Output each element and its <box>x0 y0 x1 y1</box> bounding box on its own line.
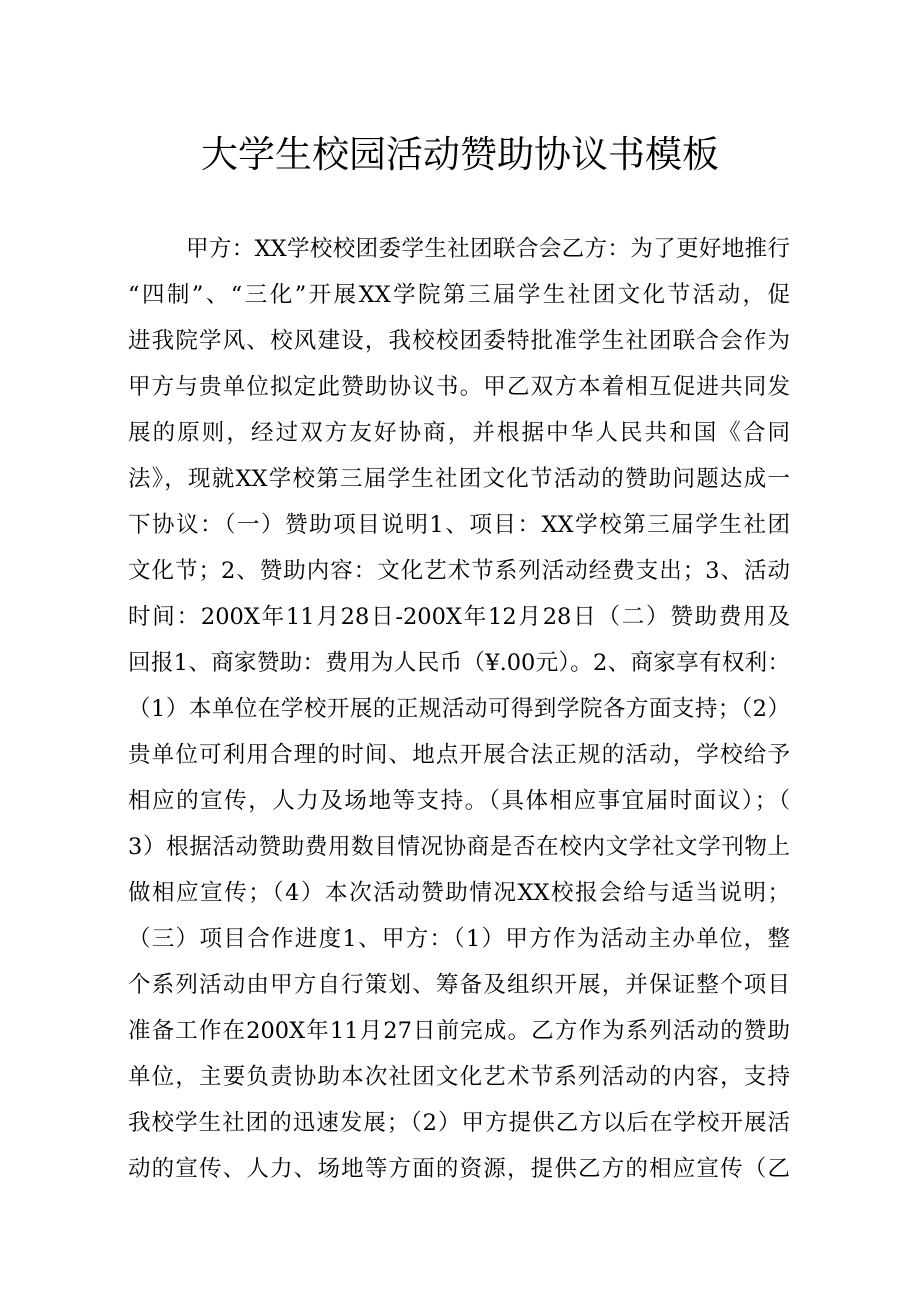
body-line: 下协议：（一）赞助项目说明1、项目：XX学校第三届学生社团 <box>128 512 790 538</box>
body-line: 进我院学风、校风建设，我校校团委特批准学生社团联合会作为 <box>128 328 790 354</box>
body-line: 展的原则，经过双方友好协商，并根据中华人民共和国《合同 <box>128 420 790 446</box>
body-line: 相应的宣传，人力及场地等支持。（具体相应事宜届时面议）；（ <box>128 788 790 814</box>
body-line: 时间：200X年11月28日-200X年12月28日（二）赞助费用及 <box>128 604 790 630</box>
document-body <box>128 226 798 1192</box>
body-line: “四制”、“三化”开展XX学院第三届学生社团文化节活动，促 <box>128 282 790 308</box>
body-line: 个系列活动由甲方自行策划、筹备及组织开展，并保证整个项目 <box>128 972 790 998</box>
body-line: 单位，主要负责协助本次社团文化艺术节系列活动的内容，支持 <box>128 1064 790 1090</box>
body-line: （三）项目合作进度1、甲方：（1）甲方作为活动主办单位，整 <box>128 926 790 952</box>
body-line: 我校学生社团的迅速发展；（2）甲方提供乙方以后在学校开展活 <box>128 1110 790 1136</box>
body-line: 法》，现就XX学校第三届学生社团文化节活动的赞助问题达成一 <box>128 466 790 492</box>
body-line: 回报1、商家赞助：费用为人民币（¥.00元）。2、商家享有权利： <box>128 650 790 676</box>
body-line: 甲方：XX学校校团委学生社团联合会乙方：为了更好地推行 <box>186 236 790 262</box>
body-line: 文化节；2、赞助内容：文化艺术节系列活动经费支出；3、活动 <box>128 558 790 584</box>
body-line: 甲方与贵单位拟定此赞助协议书。甲乙双方本着相互促进共同发 <box>128 374 790 400</box>
body-line: 3）根据活动赞助费用数目情况协商是否在校内文学社文学刊物上 <box>128 834 790 860</box>
body-line: 准备工作在200X年11月27日前完成。乙方作为系列活动的赞助 <box>128 1018 790 1044</box>
document-title: 大学生校园活动赞助协议书模板 <box>201 133 719 176</box>
body-line: 贵单位可利用合理的时间、地点开展合法正规的活动，学校给予 <box>128 742 790 768</box>
body-line: 做相应宣传；（4）本次活动赞助情况XX校报会给与适当说明； <box>128 880 790 906</box>
body-line: 动的宣传、人力、场地等方面的资源，提供乙方的相应宣传（乙 <box>128 1156 790 1182</box>
body-line: （1）本单位在学校开展的正规活动可得到学院各方面支持；（2） <box>128 696 790 722</box>
